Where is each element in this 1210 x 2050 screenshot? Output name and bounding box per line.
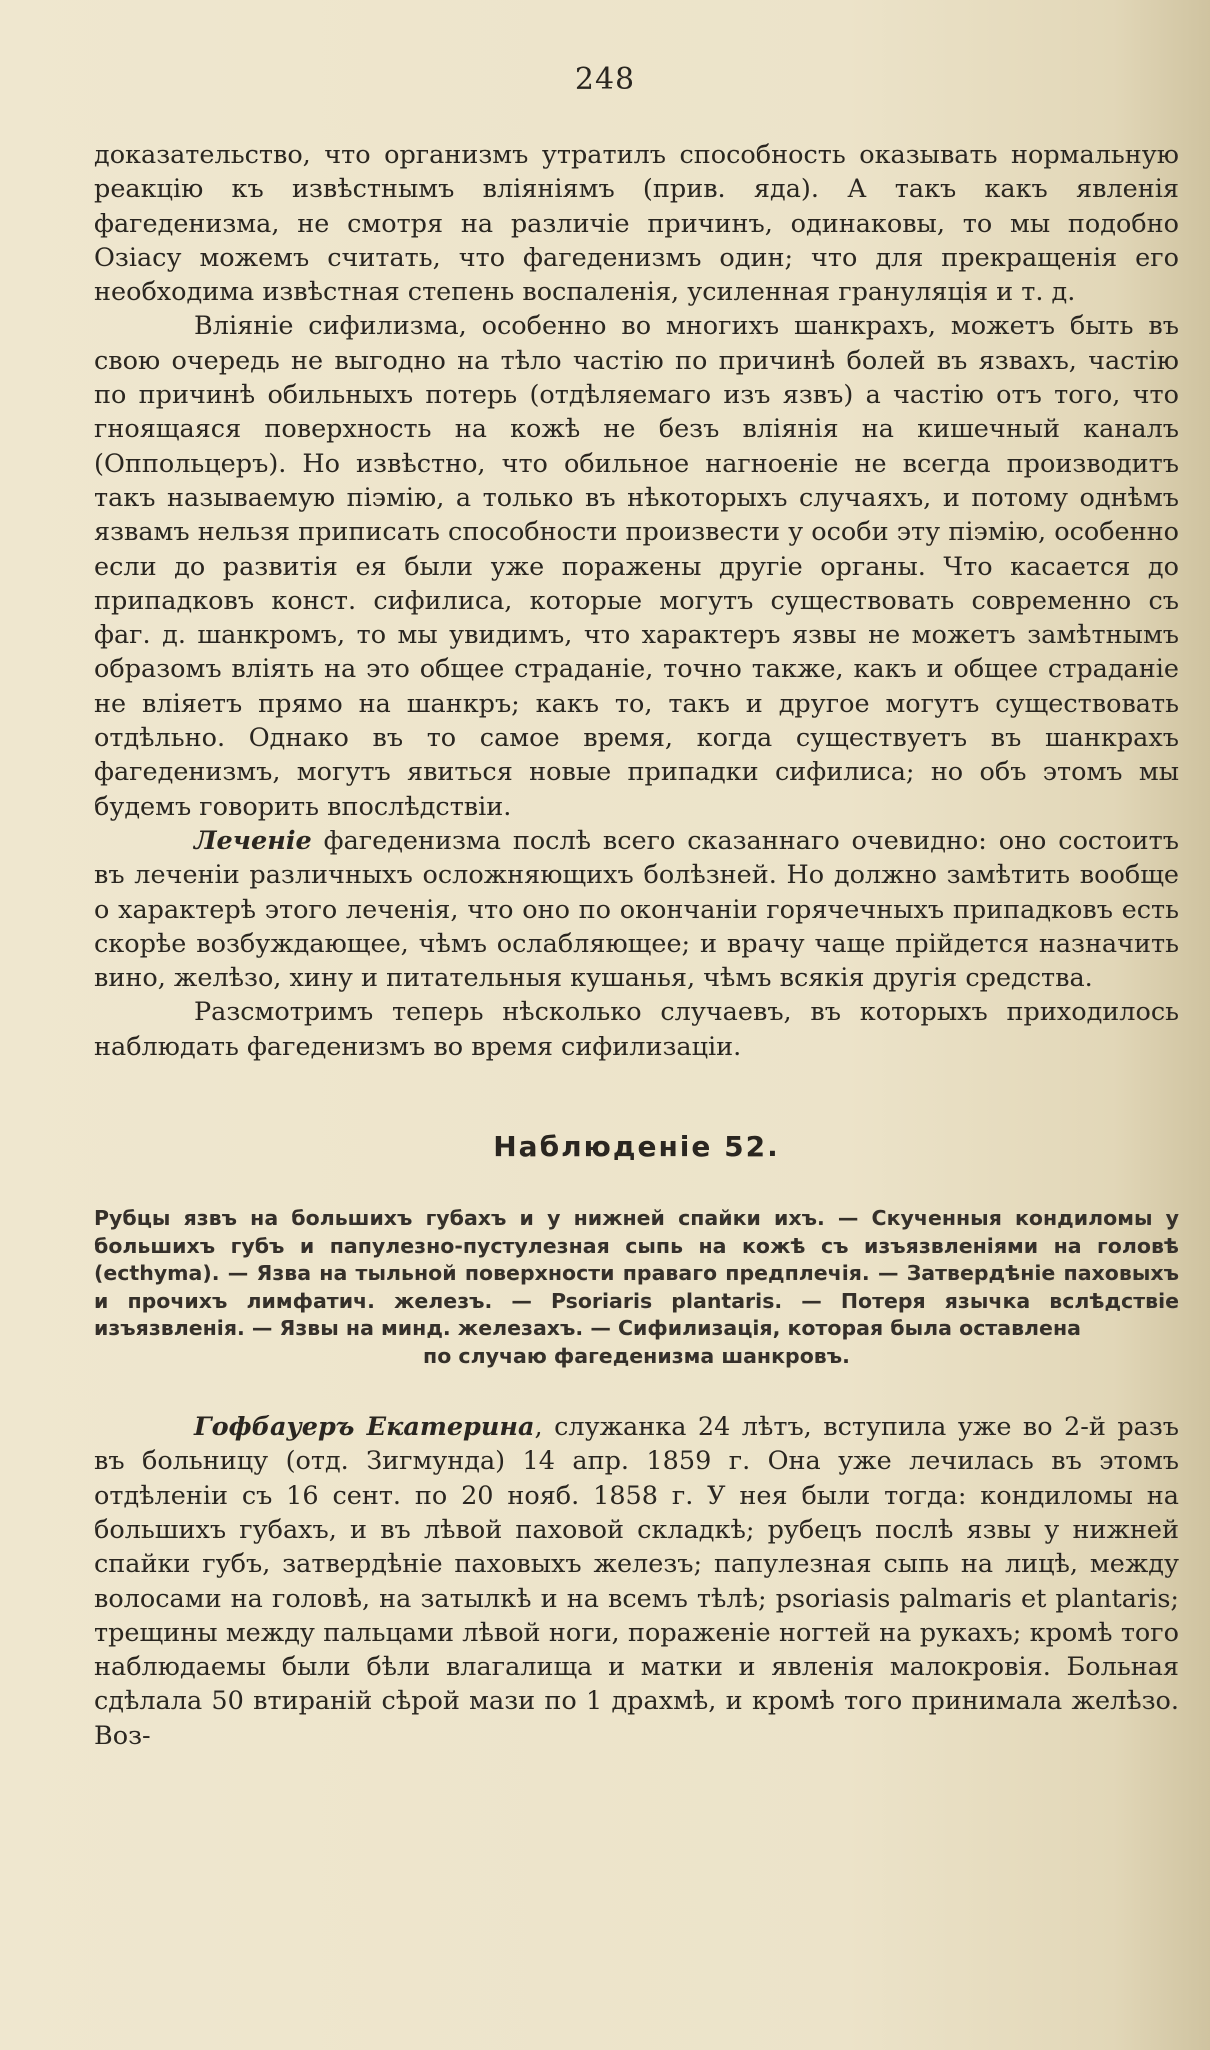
paragraph-cases-intro: Разсмотримъ теперь нѣсколько случаевъ, въ которыхъ приходилось наблюдать фагеденизмъ во время сифилизаціи. <box>94 997 1179 1062</box>
summary-last-line: по случаю фагеденизма шанкровъ. <box>423 1343 850 1368</box>
paragraph-syphilism-influence: Вліяніе сифилизма, особенно во многихъ шанкрахъ, можетъ быть въ свою очередь не выгодно на тѣло частію по причинѣ болей въ язвахъ, частію по причинѣ обильныхъ потерь (отдѣляемаго изъ язвъ) а частію отъ того, что гноящаяся поверхность на кожѣ не безъ вліянія на кишечный каналъ (Оппольцеръ). Но извѣстно, что обильное нагноеніе не всегда производитъ такъ называемую піэмію, а только въ нѣкоторыхъ случаяхъ, и потому однѣмъ язвамъ нельзя приписать способности произвести у особи эту піэмію, особенно если до развитія ея были уже поражены другіе органы. Что касается до припадковъ конст. сифилиса, которые могутъ существовать современно съ фаг. д. шанкромъ, то мы увидимъ, что характеръ язвы не можетъ замѣтнымъ образомъ вліять на это общее страданіе, точно также, какъ и общее страданіе не вліяетъ прямо на шанкръ; какъ то, такъ и другое могутъ существовать отдѣльно. Однако въ то самое время, когда существуетъ въ шанкрахъ фагеденизмъ, могутъ явиться новые припадки сифилиса; но объ этомъ мы будемъ говорить впослѣдствіи. <box>94 311 1179 822</box>
paragraph-continuation: доказательство, что организмъ утратилъ способность оказывать нормальную реакцію къ извѣстнымъ вліяніямъ (прив. яда). А такъ какъ явленія фагеденизма, не смотря на различіе причинъ, одинаковы, то мы подобно Озіасу можемъ считать, что фагеденизмъ один; что для прекращенія его необходима извѣстная степень воспаленія, усиленная грануляція и т. д. <box>94 140 1179 308</box>
summary-text: Рубцы язвъ на большихъ губахъ и у нижней спайки ихъ. — Скученныя кондиломы у большихъ губъ и папулезно-пустулезная сыпь на кожѣ съ изъязвленіями на головѣ (ecthyma). — Язва на тыльной поверхности праваго предплечія. — Затвердѣніе паховыхъ и прочихъ лимфатич. железъ. — Psoriaris plantaris. — Потеря язычка вслѣдствіе изъязвленія. — Язвы на минд. железахъ. — Сифилизація, которая была оставлена <box>94 1206 1179 1341</box>
treatment-term: Леченіе <box>194 825 312 856</box>
observation-summary <box>94 1205 1179 1370</box>
page-body <box>94 138 1179 1753</box>
page-number: 248 <box>574 62 636 97</box>
observation-text <box>94 1410 1179 1753</box>
treatment-text: фагеденизма послѣ всего сказаннаго очевидно: оно состоитъ въ леченіи различныхъ осложняющихъ болѣзней. Но должно замѣтить вообще о характерѣ этого леченія, что оно по окончаніи горячечныхъ припадковъ есть скорѣе возбуждающее, чѣмъ ослабляющее; и врачу чаще прійдется назначить вино, желѣзо, хину и питательныя кушанья, чѣмъ всякія другія средства. <box>94 825 1179 994</box>
observation-body: , служанка 24 лѣтъ, вступила уже во 2-й разъ въ больницу (отд. Зигмунда) 14 апр. 1859 г. Она уже лечилась въ этомъ отдѣленіи съ 16 сент. по 20 нояб. 1858 г. У нея были тогда: кондиломы на большихъ губахъ, и въ лѣвой паховой складкѣ; рубецъ послѣ язвы у нижней спайки губъ, затвердѣніе паховыхъ железъ; папулезная сыпь на лицѣ, между волосами на головѣ, на затылкѣ и на всемъ тѣлѣ; psoriasis palmaris et plantaris; трещины между пальцами лѣвой ноги, пораженіе ногтей на рукахъ; кромѣ того наблюдаемы были бѣли влагалища и матки и явленія малокровія. Больная сдѣлала 50 втираній сѣрой мази по 1 драхмѣ, и кромѣ того принимала желѣзо. Воз- <box>94 1412 1179 1751</box>
paragraph-treatment <box>94 824 1179 995</box>
patient-name: Гофбауеръ Екатерина <box>194 1412 535 1443</box>
observation-heading: Наблюденіе 52. <box>493 1130 780 1164</box>
